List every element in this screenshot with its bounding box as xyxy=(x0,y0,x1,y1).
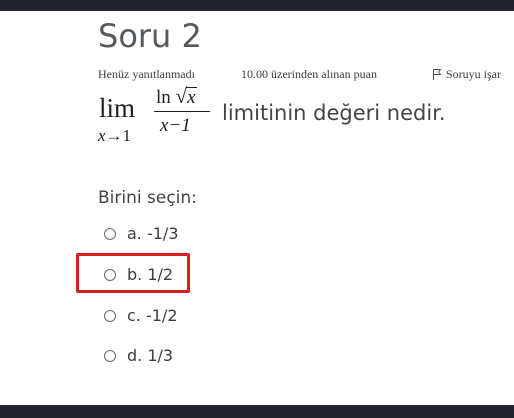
option-a-radio[interactable] xyxy=(104,228,116,240)
fraction-bar xyxy=(154,111,210,112)
question-text: limitinin değeri nedir. xyxy=(222,101,446,125)
lim-value: 1 xyxy=(122,126,132,145)
answer-prompt: Birini seçin: xyxy=(98,188,197,208)
flag-question-label: Soruyu işar xyxy=(446,67,501,81)
lim-operator: lim xyxy=(99,93,136,123)
option-c-radio[interactable] xyxy=(104,310,116,322)
flag-question-link[interactable] xyxy=(432,67,501,82)
top-bar xyxy=(0,0,514,11)
option-d-label[interactable]: d. 1/3 xyxy=(127,346,174,365)
ln-function: ln xyxy=(156,87,171,108)
lim-variable: x xyxy=(98,126,106,145)
flag-icon xyxy=(432,68,442,80)
denominator-text: x−1 xyxy=(160,115,191,136)
lim-arrow: → xyxy=(105,126,123,145)
sqrt-sign-icon: √ xyxy=(175,84,188,108)
option-b-label[interactable]: b. 1/2 xyxy=(127,265,174,284)
option-c-label[interactable]: c. -1/2 xyxy=(127,306,178,325)
lim-subscript xyxy=(98,127,131,145)
option-d-radio[interactable] xyxy=(104,350,116,362)
limit-expression xyxy=(98,85,228,147)
option-b-radio[interactable] xyxy=(104,269,116,281)
sqrt-expression xyxy=(176,85,197,109)
question-title: Soru 2 xyxy=(98,17,202,55)
fraction-numerator xyxy=(156,85,197,109)
bottom-bar xyxy=(0,405,514,418)
option-a-label[interactable]: a. -1/3 xyxy=(127,224,179,243)
question-points: 10.00 üzerinden alınan puan xyxy=(241,67,377,81)
sqrt-radicand: x xyxy=(187,87,196,108)
question-status: Henüz yanıtlanmadı xyxy=(98,67,195,81)
fraction-denominator xyxy=(160,115,191,137)
